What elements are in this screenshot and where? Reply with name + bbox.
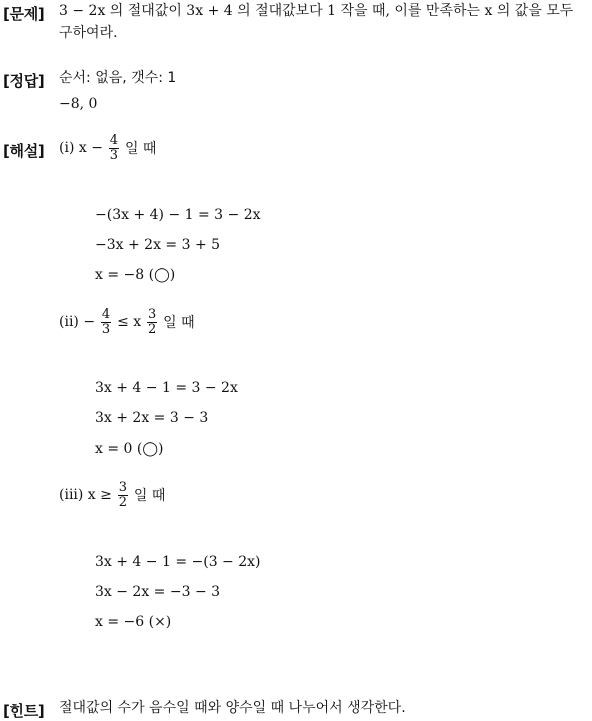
case3-equation-3: x = −6 (×) (95, 614, 172, 630)
case3-condition (59, 475, 165, 515)
case1-equation-1: −(3x + 4) − 1 = 3 − 2x (95, 207, 261, 223)
case2-condition (59, 302, 195, 342)
hint-label: [힌트] (3, 702, 45, 720)
case1-equation-2: −3x + 2x = 3 + 5 (95, 237, 221, 253)
case2-equation-1: 3x + 4 − 1 = 3 − 2x (95, 380, 238, 396)
case3-fraction: $\frac{3}{2}$ (118, 479, 128, 510)
answer-label: [정답] (3, 72, 45, 90)
case2-fraction-1: $\frac{4}{3}$ (101, 306, 111, 337)
case2-equation-3: x = 0 (◯) (95, 441, 164, 457)
case2-prefix: (ii) − (59, 314, 96, 330)
answer-order-count: 순서: 없음, 갯수: 1 (59, 70, 177, 86)
case1-equation-3: x = −8 (◯) (95, 267, 176, 283)
case2-middle: ≤ x (117, 314, 142, 330)
case1-prefix: (i) x − (59, 140, 103, 156)
case2-fraction-2: $\frac{3}{2}$ (148, 306, 157, 337)
hint-text: 절대값의 수가 음수일 때와 양수일 때 나누어서 생각한다. (59, 700, 406, 716)
case1-condition (59, 128, 156, 168)
solution-label: [해설] (3, 142, 45, 160)
case3-equation-1: 3x + 4 − 1 = −(3 − 2x) (95, 554, 261, 570)
answer-values: −8, 0 (59, 96, 98, 112)
case1-fraction: $\frac{4}{3}$ (109, 132, 119, 163)
case2-suffix: 일 때 (163, 315, 195, 331)
case3-equation-2: 3x − 2x = −3 − 3 (95, 584, 221, 600)
case3-prefix: (iii) x ≥ (59, 487, 112, 503)
case2-equation-2: 3x + 2x = 3 − 3 (95, 410, 209, 426)
problem-label: [문제] (3, 5, 45, 23)
problem-text-line1: 3 − 2x 의 절대값이 3x + 4 의 절대값보다 1 작을 때, 이를 만족하는 x 의 값을 모두 (59, 3, 574, 19)
case1-suffix: 일 때 (124, 141, 157, 157)
problem-text-line2: 구하여라. (59, 25, 118, 41)
case3-suffix: 일 때 (133, 488, 166, 504)
